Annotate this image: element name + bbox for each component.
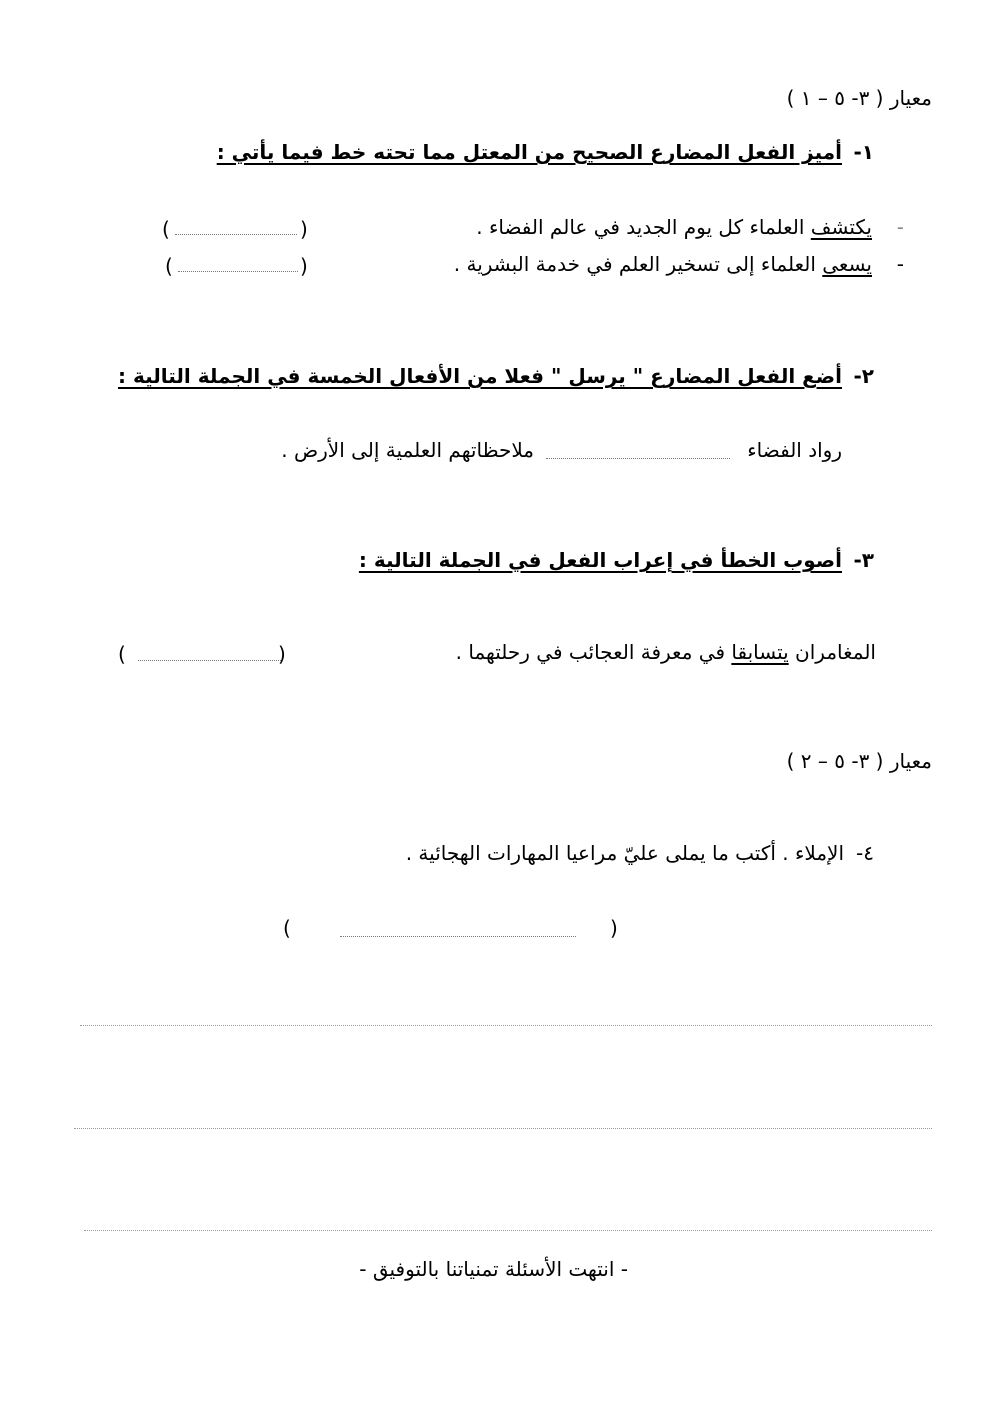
q1-item2-open-paren: (	[300, 254, 308, 278]
q2-title: أضع الفعل المضارع " يرسل " فعلا من الأفعال الخمسة في الجملة التالية :	[117, 364, 842, 388]
q3-sentence	[456, 640, 876, 664]
dictation-line-2[interactable]	[74, 1128, 932, 1129]
standard-header-1: معيار ( ٣- ٥ – ١ )	[786, 86, 932, 110]
q4-open-paren: (	[610, 916, 618, 940]
q4-answer-field[interactable]	[340, 936, 576, 937]
q1-item1-rest: العلماء كل يوم الجديد في عالم الفضاء .	[476, 215, 811, 239]
q3-verb: يتسابقا	[731, 640, 789, 664]
q3-number: ٣-	[853, 548, 874, 572]
q1-number: ١-	[853, 140, 874, 164]
q3-answer-field[interactable]	[138, 660, 281, 661]
q2-sentence-start: رواد الفضاء	[747, 438, 842, 462]
standard-header-2: معيار ( ٣- ٥ – ٢ )	[786, 749, 932, 773]
q2-answer-field[interactable]	[546, 458, 730, 459]
q1-item1-bullet: -	[896, 215, 904, 239]
q2-sentence-end: ملاحظاتهم العلمية إلى الأرض .	[281, 438, 534, 462]
q4-number: ٤-	[856, 841, 874, 865]
q1-item1-close-paren: )	[162, 217, 170, 241]
dictation-line-3[interactable]	[84, 1230, 932, 1231]
q1-item2-close-paren: )	[165, 254, 173, 278]
q1-item1-verb: يكتشف	[810, 215, 872, 239]
q1-item2-sentence	[454, 252, 872, 276]
q1-item2-rest: العلماء إلى تسخير العلم في خدمة البشرية .	[453, 252, 823, 276]
q3-title: أصوب الخطأ في إعراب الفعل في الجملة التالية :	[358, 548, 842, 572]
q3-open-paren: (	[278, 642, 286, 666]
q4-close-paren: )	[283, 916, 291, 940]
q4-text: الإملاء . أكتب ما يملى عليّ مراعيا المهارات الهجائية .	[405, 841, 844, 865]
footer-text: - انتهت الأسئلة تمنياتنا بالتوفيق -	[359, 1257, 628, 1281]
q3-sentence-start: المغامران	[788, 640, 876, 664]
q2-number: ٢-	[853, 364, 874, 388]
q1-item1-open-paren: (	[300, 217, 308, 241]
q1-item1-sentence	[476, 215, 872, 239]
q1-item2-bullet: -	[896, 252, 904, 276]
q3-sentence-end: في معرفة العجائب في رحلتهما .	[455, 640, 732, 664]
q1-item2-answer-field[interactable]	[178, 271, 298, 272]
q3-close-paren: )	[118, 642, 126, 666]
q1-item1-answer-field[interactable]	[175, 234, 297, 235]
q1-title: أميز الفعل المضارع الصحيح من المعتل مما تحته خط فيما يأتي :	[216, 140, 842, 164]
dictation-line-1[interactable]	[80, 1025, 932, 1026]
q1-item2-verb: يسعى	[822, 252, 872, 276]
